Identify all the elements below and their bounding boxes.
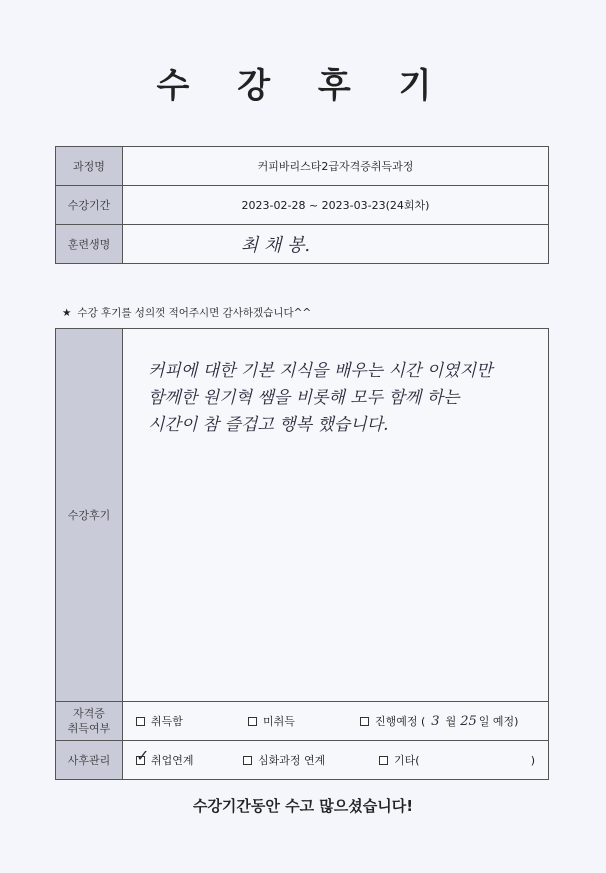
aftercare-advanced-label: 심화과정 연계 <box>258 754 326 767</box>
aftercare-job-label: 취업연계 <box>151 754 194 767</box>
review-line: 시간이 참 즐겁고 행복 했습니다. <box>148 415 389 435</box>
aftercare-options <box>123 741 549 780</box>
review-cell[interactable] <box>123 329 549 702</box>
cert-not-acquired-label: 미취득 <box>263 715 295 728</box>
period-label: 수강기간 <box>56 186 123 225</box>
cert-scheduled-day: 25 <box>460 713 477 729</box>
cert-option-acquired[interactable] <box>136 713 248 729</box>
aftercare-option-advanced[interactable] <box>243 752 379 768</box>
review-text <box>148 358 548 439</box>
course-label: 과정명 <box>56 147 123 186</box>
cert-scheduled-month: 3 <box>431 713 440 729</box>
trainee-name-label: 훈련생명 <box>56 225 123 264</box>
review-notice <box>62 305 311 320</box>
trainee-name-cell <box>123 225 549 264</box>
aftercare-other-checkbox[interactable] <box>379 756 388 765</box>
period-value: 2023-02-28 ~ 2023-03-23(24회차) <box>123 186 549 225</box>
cert-not-acquired-checkbox[interactable] <box>248 717 257 726</box>
certificate-options <box>123 702 549 741</box>
certificate-label <box>56 702 123 741</box>
aftercare-label: 사후관리 <box>56 741 123 780</box>
cert-scheduled-checkbox[interactable] <box>360 717 369 726</box>
cert-scheduled-label: 진행예정 ( <box>375 715 426 728</box>
trainee-name-value: 최 채 봉. <box>240 235 311 256</box>
cert-option-scheduled[interactable] <box>360 713 518 729</box>
cert-acquired-label: 취득함 <box>151 715 183 728</box>
aftercare-job-checkbox[interactable] <box>136 756 145 765</box>
course-info-table <box>55 146 549 264</box>
cert-scheduled-suffix: 일 예정) <box>478 715 519 728</box>
aftercare-option-job[interactable] <box>136 752 243 768</box>
cert-acquired-checkbox[interactable] <box>136 717 145 726</box>
star-icon: ★ <box>62 307 72 319</box>
cert-month-unit: 월 <box>445 715 457 728</box>
review-label: 수강후기 <box>56 329 123 702</box>
certificate-label-line2: 취득여부 <box>67 722 111 735</box>
notice-text: 수강 후기를 성의껏 적어주시면 감사하겠습니다^^ <box>77 307 312 319</box>
aftercare-other-close: ) <box>530 753 535 767</box>
closing-message: 수강기간동안 수고 많으셨습니다! <box>192 797 414 815</box>
aftercare-other-label: 기타( <box>394 754 420 767</box>
aftercare-advanced-checkbox[interactable] <box>243 756 252 765</box>
review-line: 함께한 원기혁 쌤을 비롯해 모두 함께 하는 <box>148 388 460 408</box>
review-line: 커피에 대한 기본 지식을 배우는 시간 이였지만 <box>148 361 493 381</box>
course-value: 커피바리스타2급자격증취득과정 <box>123 147 549 186</box>
page-title: 수 강 후 기 <box>156 66 450 106</box>
cert-option-not-acquired[interactable] <box>248 713 360 729</box>
aftercare-option-other[interactable] <box>379 752 535 768</box>
certificate-label-line1: 자격증 <box>73 707 105 720</box>
review-table <box>55 328 549 780</box>
